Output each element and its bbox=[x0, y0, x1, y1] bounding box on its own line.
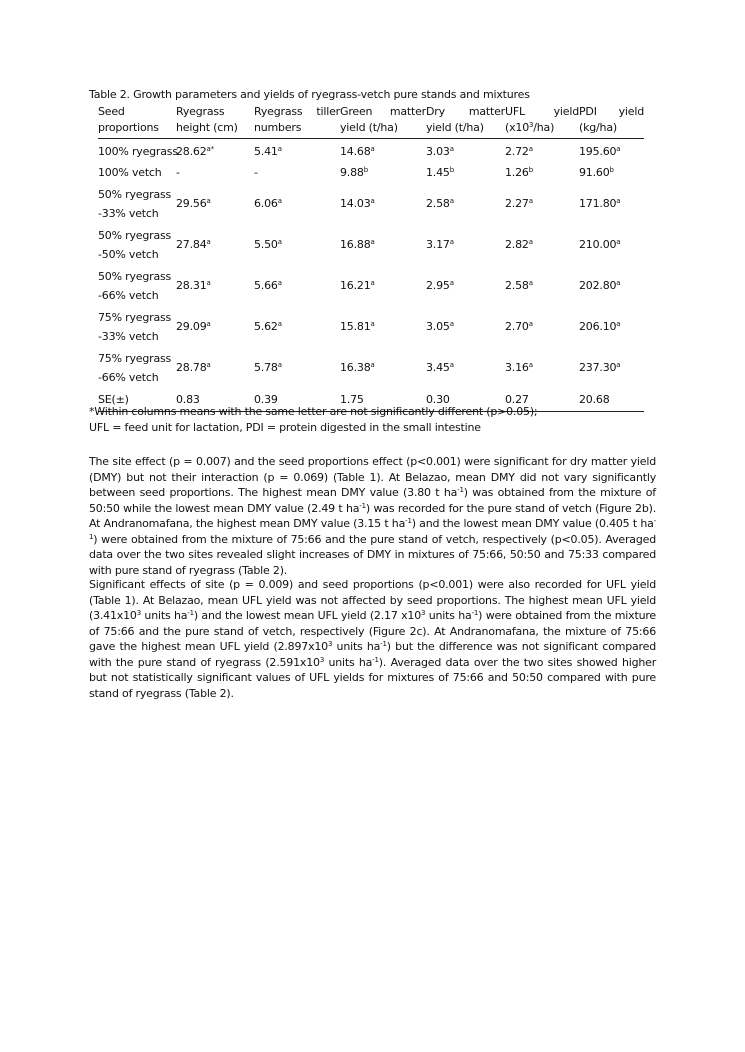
dry-value: 2.95 bbox=[426, 279, 450, 292]
table-row bbox=[98, 183, 644, 224]
seed-proportion-line: 100% ryegrass bbox=[98, 145, 178, 158]
tiller-value: 5.62 bbox=[254, 320, 278, 333]
green-value: 16.88 bbox=[340, 238, 371, 251]
seed-proportion-cell bbox=[98, 306, 176, 347]
height-value: 27.84 bbox=[176, 238, 207, 251]
green-value: 14.68 bbox=[340, 145, 371, 158]
superscript: 3 bbox=[136, 609, 141, 617]
dry-value: 1.45 bbox=[426, 166, 450, 179]
table-row bbox=[98, 347, 644, 388]
green-value: 14.03 bbox=[340, 197, 371, 210]
tiller-cell bbox=[254, 139, 340, 163]
paragraph-dry-matter bbox=[89, 454, 656, 578]
height-significance-letter: a bbox=[206, 320, 211, 328]
ufl-cell bbox=[505, 224, 579, 265]
height-cell bbox=[176, 347, 254, 388]
pdi-significance-letter: a bbox=[616, 197, 621, 205]
pdi-value: 171.80 bbox=[579, 197, 617, 210]
height-value: 0.83 bbox=[176, 393, 200, 406]
tiller-cell bbox=[254, 162, 340, 183]
dry-significance-letter: a bbox=[449, 361, 454, 369]
ufl-cell bbox=[505, 306, 579, 347]
dry-value: 3.17 bbox=[426, 238, 450, 251]
green-significance-letter: a bbox=[370, 238, 375, 246]
table-caption: Table 2. Growth parameters and yields of ryegrass-vetch pure stands and mixtures bbox=[89, 88, 530, 101]
height-cell bbox=[176, 162, 254, 183]
green-value: 16.38 bbox=[340, 361, 371, 374]
green-significance-letter: a bbox=[370, 145, 375, 153]
ufl-significance-letter: b bbox=[528, 166, 533, 174]
text-segment: units ha bbox=[425, 609, 472, 622]
dry-value: 3.03 bbox=[426, 145, 450, 158]
text-segment: ) and the lowest mean DMY value (0.405 t ha bbox=[411, 517, 654, 530]
text-segment: The site effect (p = 0.007) and the seed proportions effect (p<0.001) were significant for dry matter yield (DMY) but not their interaction (p = 0.069) (Table 1). At Belazao, mean DMY did not vary significantly between seed proportions. The highest mean DMY value (3.80 t ha bbox=[89, 455, 656, 499]
seed-proportion-line: 50% ryegrass bbox=[98, 269, 172, 283]
dry-cell bbox=[426, 183, 505, 224]
paragraph-ufl-yield bbox=[89, 577, 656, 701]
seed-proportion-line: -33% vetch bbox=[98, 206, 159, 220]
tiller-value: 5.78 bbox=[254, 361, 278, 374]
superscript: -1 bbox=[405, 517, 412, 525]
superscript: 3 bbox=[327, 640, 333, 648]
ufl-value: 2.27 bbox=[505, 197, 529, 210]
superscript: -1 bbox=[380, 640, 387, 648]
table-row bbox=[98, 265, 644, 306]
ufl-significance-letter: a bbox=[528, 145, 533, 153]
seed-proportion-cell bbox=[98, 139, 176, 163]
dry-cell bbox=[426, 265, 505, 306]
ufl-value: 2.72 bbox=[505, 145, 529, 158]
superscript: -1 bbox=[372, 655, 379, 664]
green-value: 16.21 bbox=[340, 279, 371, 292]
dry-significance-letter: b bbox=[449, 166, 454, 174]
pdi-value: 237.30 bbox=[579, 361, 617, 374]
height-cell bbox=[176, 139, 254, 163]
dry-significance-letter: a bbox=[449, 197, 454, 205]
pdi-cell bbox=[579, 306, 644, 347]
pdi-value: 206.10 bbox=[579, 320, 617, 333]
text-segment: ) was recorded for the pure stand of vetch (Figure 2b). At Andranomafana, the highest mean DMY value (3.15 t ha bbox=[89, 501, 657, 530]
tiller-cell bbox=[254, 265, 340, 306]
ufl-significance-letter: a bbox=[528, 361, 533, 369]
table-body bbox=[98, 139, 644, 412]
tiller-cell bbox=[254, 183, 340, 224]
pdi-cell bbox=[579, 347, 644, 388]
green-value: 15.81 bbox=[340, 320, 371, 333]
ufl-value: 2.70 bbox=[505, 320, 529, 333]
green-significance-letter: a bbox=[370, 197, 375, 205]
text-segment: units ha bbox=[324, 655, 373, 669]
pdi-significance-letter: a bbox=[616, 145, 621, 153]
tiller-significance-letter: a bbox=[277, 320, 282, 328]
header-ryegrass-tiller: Ryegrass tiller numbers bbox=[254, 104, 340, 139]
seed-proportion-cell bbox=[98, 162, 176, 183]
height-significance-letter: a bbox=[206, 361, 211, 369]
tiller-significance-letter: a bbox=[277, 361, 282, 369]
pdi-cell bbox=[579, 265, 644, 306]
dry-cell bbox=[426, 306, 505, 347]
pdi-cell bbox=[579, 139, 644, 163]
seed-proportion-line: -66% vetch bbox=[98, 370, 159, 384]
dry-significance-letter: a bbox=[449, 279, 454, 287]
ufl-cell bbox=[505, 265, 579, 306]
tiller-cell bbox=[254, 306, 340, 347]
pdi-cell bbox=[579, 224, 644, 265]
superscript: -1 bbox=[457, 486, 464, 494]
footnote-abbreviations: UFL = feed unit for lactation, PDI = protein digested in the small intestine bbox=[89, 421, 481, 434]
seed-proportion-line: -50% vetch bbox=[98, 247, 159, 261]
tiller-value: 6.06 bbox=[254, 197, 278, 210]
pdi-cell bbox=[579, 162, 644, 183]
height-cell bbox=[176, 224, 254, 265]
ufl-value: 3.16 bbox=[505, 361, 529, 374]
seed-proportion-line: 50% ryegrass bbox=[98, 187, 172, 201]
ufl-cell bbox=[505, 162, 579, 183]
dry-cell bbox=[426, 139, 505, 163]
header-green-matter: Green matter yield (t/ha) bbox=[340, 104, 426, 139]
ufl-significance-letter: a bbox=[528, 197, 533, 205]
green-cell bbox=[340, 139, 426, 163]
footnote-significance: *Within columns means with the same letter are not significantly different (p>0.05); bbox=[89, 405, 538, 418]
seed-proportion-line: 75% ryegrass bbox=[98, 310, 172, 324]
ufl-significance-letter: a bbox=[528, 238, 533, 246]
height-value: 28.31 bbox=[176, 279, 207, 292]
table-row bbox=[98, 306, 644, 347]
tiller-significance-letter: a bbox=[277, 197, 282, 205]
seed-proportion-line: 50% ryegrass bbox=[98, 228, 172, 242]
text-segment: ) but the difference was not significant compared with the pure stand of ryegrass (2.591x10 bbox=[89, 640, 656, 669]
seed-proportion-line: -33% vetch bbox=[98, 329, 159, 343]
tiller-cell bbox=[254, 224, 340, 265]
table-row bbox=[98, 139, 644, 163]
ufl-significance-letter: a bbox=[528, 279, 533, 287]
header-pdi-yield: PDI yield (kg/ha) bbox=[579, 104, 644, 139]
table-row bbox=[98, 224, 644, 265]
height-significance-letter: a bbox=[206, 238, 211, 246]
dry-significance-letter: a bbox=[449, 145, 454, 153]
ufl-cell bbox=[505, 347, 579, 388]
ufl-significance-letter: a bbox=[528, 320, 533, 328]
height-cell bbox=[176, 265, 254, 306]
dry-value: 0.30 bbox=[426, 393, 450, 406]
seed-proportion-line: 75% ryegrass bbox=[98, 351, 172, 365]
green-value: 1.75 bbox=[340, 393, 364, 406]
pdi-significance-letter: a bbox=[616, 279, 621, 287]
text-segment: ) were obtained from the mixture of 75:66 and the pure stand of vetch, respectively (p<0.05). Averaged data over the two sites revealed slight increases of DMY in mixtures of 75:66, 50:50 and 75:33 compared with pure stand of ryegrass (Table 2). bbox=[89, 532, 656, 577]
text-segment: Significant effects of site (p = 0.009) and seed proportions (p<0.001) were also recorded for UFL yield (Table 1). At Belazao, mean UFL yield was not affected by seed proportions. The highest mean UFL yield (3.41x10 bbox=[89, 578, 656, 622]
header-seed-proportions: Seed proportions bbox=[98, 104, 176, 139]
pdi-cell bbox=[579, 183, 644, 224]
pdi-significance-letter: b bbox=[609, 166, 614, 174]
ufl-value: 2.82 bbox=[505, 238, 529, 251]
height-value: - bbox=[176, 166, 180, 179]
seed-proportion-line: -66% vetch bbox=[98, 288, 159, 302]
table-footnotes bbox=[89, 404, 537, 436]
green-significance-letter: a bbox=[370, 320, 375, 328]
text-segment: units ha bbox=[140, 609, 188, 622]
tiller-value: 5.41 bbox=[254, 145, 278, 158]
pdi-value: 195.60 bbox=[579, 145, 617, 158]
tiller-value: 5.66 bbox=[254, 279, 278, 292]
green-cell bbox=[340, 306, 426, 347]
table-header-row bbox=[98, 104, 644, 139]
dry-significance-letter: a bbox=[449, 320, 454, 328]
green-significance-letter: a bbox=[370, 279, 375, 287]
dry-value: 3.05 bbox=[426, 320, 450, 333]
text-segment: ) were obtained from the mixture of 75:66 and the pure stand of vetch, respectively (Figure 2c). At Andranomafana, the mixture of 75:66 gave the highest mean UFL yield (2.897x10 bbox=[89, 609, 657, 653]
superscript: 3 bbox=[319, 655, 325, 664]
green-significance-letter: b bbox=[363, 166, 368, 174]
dry-significance-letter: a bbox=[449, 238, 454, 246]
height-significance-letter: a* bbox=[206, 145, 214, 153]
height-value: 28.78 bbox=[176, 361, 207, 374]
green-value: 9.88 bbox=[340, 166, 364, 179]
green-cell bbox=[340, 347, 426, 388]
dry-value: 2.58 bbox=[426, 197, 450, 210]
table-row bbox=[98, 162, 644, 183]
tiller-value: 0.39 bbox=[254, 393, 278, 406]
dry-cell bbox=[426, 224, 505, 265]
green-cell bbox=[340, 224, 426, 265]
text-segment: ). Averaged data over the two sites showed higher but not statistically significant values of UFL yields for mixtures of 75:66 and 50:50 compared with pure stand of ryegrass (Table 2). bbox=[89, 655, 657, 700]
header-dry-matter: Dry matter yield (t/ha) bbox=[426, 104, 505, 139]
tiller-value: 5.50 bbox=[254, 238, 278, 251]
height-significance-letter: a bbox=[206, 197, 211, 205]
ufl-cell bbox=[505, 139, 579, 163]
results-table bbox=[98, 104, 644, 412]
text-segment: ) was obtained from the mixture of 50:50 while the lowest mean DMY value (2.49 t ha bbox=[89, 486, 656, 515]
superscript: -1 bbox=[471, 609, 479, 617]
tiller-significance-letter: a bbox=[277, 279, 282, 287]
seed-proportion-cell bbox=[98, 347, 176, 388]
seed-proportion-cell bbox=[98, 183, 176, 224]
superscript: 3 bbox=[421, 609, 426, 617]
pdi-cell bbox=[579, 388, 644, 412]
seed-proportion-cell bbox=[98, 265, 176, 306]
height-value: 29.09 bbox=[176, 320, 207, 333]
height-cell bbox=[176, 183, 254, 224]
pdi-significance-letter: a bbox=[616, 238, 621, 246]
ufl-value: 1.26 bbox=[505, 166, 529, 179]
ufl-value: 2.58 bbox=[505, 279, 529, 292]
tiller-significance-letter: a bbox=[277, 238, 282, 246]
superscript: -1 bbox=[89, 517, 656, 541]
tiller-significance-letter: a bbox=[277, 145, 282, 153]
pdi-significance-letter: a bbox=[616, 320, 621, 328]
ufl-value: 0.27 bbox=[505, 393, 529, 406]
height-significance-letter: a bbox=[206, 279, 211, 287]
green-cell bbox=[340, 162, 426, 183]
text-segment: ) and the lowest mean UFL yield (2.17 x10 bbox=[193, 609, 421, 622]
green-cell bbox=[340, 265, 426, 306]
pdi-value: 20.68 bbox=[579, 393, 610, 406]
dry-value: 3.45 bbox=[426, 361, 450, 374]
header-ryegrass-height: Ryegrass height (cm) bbox=[176, 104, 254, 139]
pdi-value: 210.00 bbox=[579, 238, 617, 251]
seed-proportion-line: SE(±) bbox=[98, 393, 129, 406]
green-significance-letter: a bbox=[370, 361, 375, 369]
pdi-significance-letter: a bbox=[616, 361, 621, 369]
dry-cell bbox=[426, 347, 505, 388]
green-cell bbox=[340, 183, 426, 224]
tiller-value: - bbox=[254, 166, 258, 179]
seed-proportion-line: 100% vetch bbox=[98, 166, 162, 179]
height-value: 28.62 bbox=[176, 145, 207, 158]
ufl-cell bbox=[505, 183, 579, 224]
height-cell bbox=[176, 306, 254, 347]
dry-cell bbox=[426, 162, 505, 183]
seed-proportion-cell bbox=[98, 224, 176, 265]
text-segment: units ha bbox=[332, 640, 381, 653]
superscript: -1 bbox=[187, 609, 194, 617]
header-ufl-yield: UFL yield $(x10^3/ha)$ bbox=[505, 104, 579, 139]
superscript: -1 bbox=[359, 501, 366, 510]
pdi-value: 202.80 bbox=[579, 279, 617, 292]
height-value: 29.56 bbox=[176, 197, 207, 210]
tiller-cell bbox=[254, 347, 340, 388]
pdi-value: 91.60 bbox=[579, 166, 610, 179]
